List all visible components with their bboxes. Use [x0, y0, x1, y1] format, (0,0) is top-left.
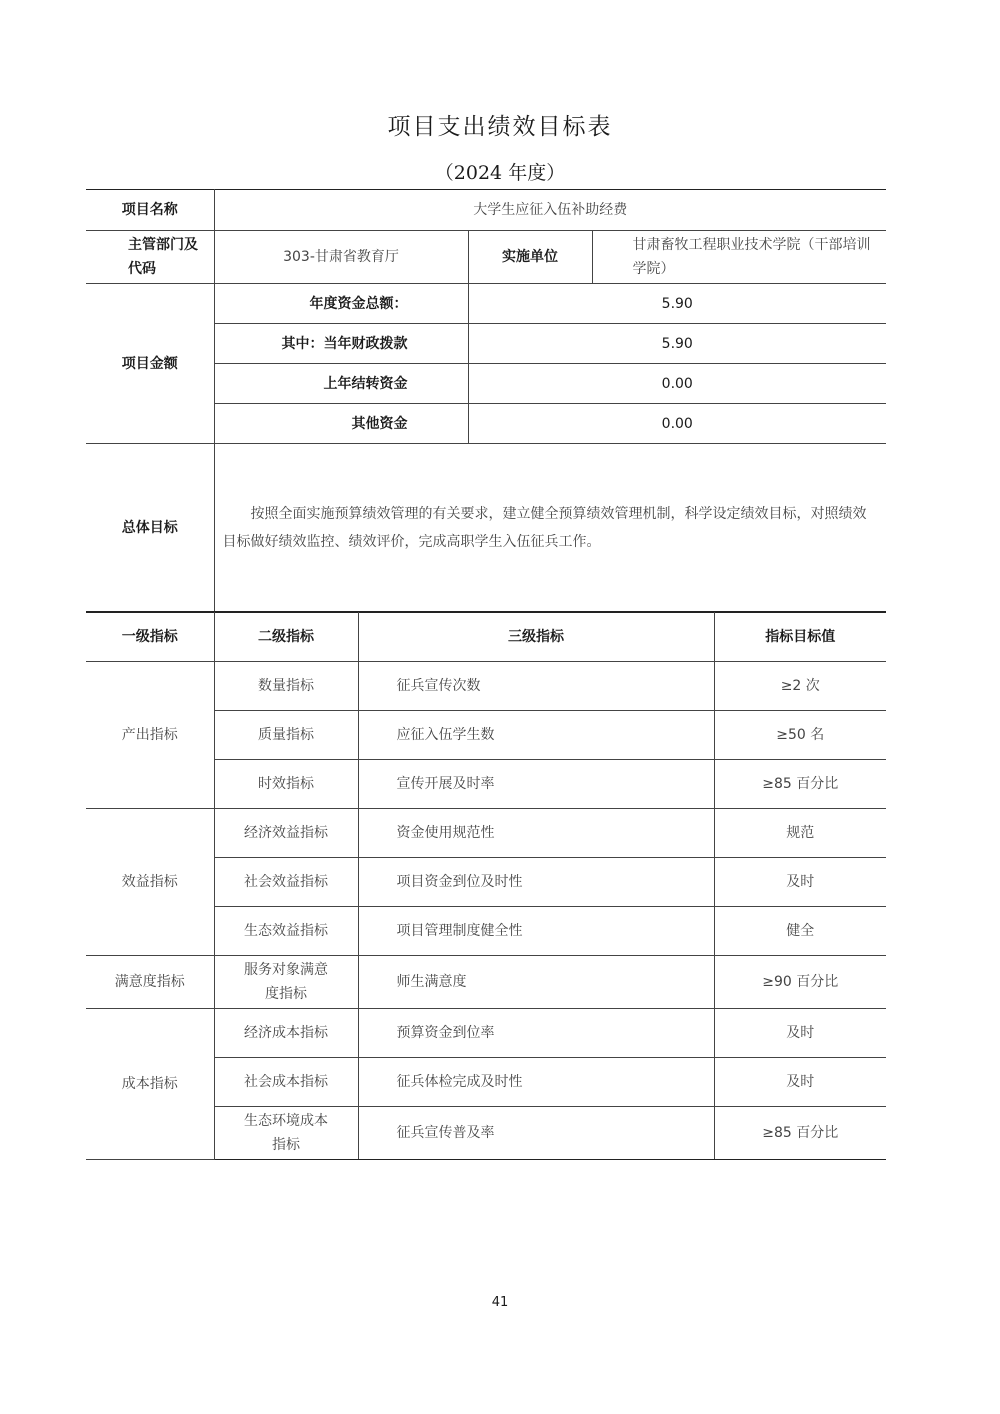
target-cell: 及时 [714, 1058, 886, 1107]
document-subtitle: （2024 年度） [434, 162, 566, 184]
table-row [86, 809, 886, 858]
overall-goal-text: 按照全面实施预算绩效管理的有关要求，建立健全预算绩效管理机制，科学设定绩效目标，对照绩效目标做好绩效监控、绩效评价，完成高职学生入伍征兵工作。 [214, 444, 886, 612]
level3-cell: 征兵宣传次数 [358, 662, 714, 711]
impl-unit-value: 甘肃畜牧工程职业技术学院（干部培训学院） [592, 231, 886, 284]
target-cell: 及时 [714, 858, 886, 907]
level3-cell: 预算资金到位率 [358, 1009, 714, 1058]
department-value: 303-甘肃省教育厅 [214, 231, 468, 284]
amount-other-value: 0.00 [468, 404, 886, 444]
level3-cell: 项目管理制度健全性 [358, 907, 714, 956]
document-title: 项目支出绩效目标表 [387, 114, 613, 140]
project-name-value: 大学生应征入伍补助经费 [214, 190, 886, 231]
target-cell: ≥85 百分比 [714, 760, 886, 809]
amount-carryover-label: 上年结转资金 [214, 364, 468, 404]
amount-row [86, 284, 886, 324]
level3-cell: 征兵体检完成及时性 [358, 1058, 714, 1107]
level3-cell: 师生满意度 [358, 956, 714, 1009]
level2-cell: 数量指标 [214, 662, 358, 711]
level1-satisfaction: 满意度指标 [86, 956, 214, 1009]
header-level3: 三级指标 [358, 613, 714, 662]
amount-carryover-value: 0.00 [468, 364, 886, 404]
level3-cell: 征兵宣传普及率 [358, 1107, 714, 1160]
level2-cell: 服务对象满意度指标 [214, 956, 358, 1009]
level2-cell: 时效指标 [214, 760, 358, 809]
header-level1: 一级指标 [86, 613, 214, 662]
amount-total-value: 5.90 [468, 284, 886, 324]
level1-cost: 成本指标 [86, 1009, 214, 1160]
target-cell: ≥85 百分比 [714, 1107, 886, 1160]
level2-cell: 生态环境成本指标 [214, 1107, 358, 1160]
level2-cell: 社会效益指标 [214, 858, 358, 907]
department-row [86, 231, 886, 284]
indicator-table [86, 612, 886, 1160]
header-target: 指标目标值 [714, 613, 886, 662]
level3-cell: 项目资金到位及时性 [358, 858, 714, 907]
project-name-row [86, 190, 886, 231]
overall-goal-label: 总体目标 [86, 444, 214, 612]
table-row [86, 956, 886, 1009]
overall-goal-row [86, 444, 886, 612]
amount-total-label: 年度资金总额： [214, 284, 468, 324]
amount-fiscal-value: 5.90 [468, 324, 886, 364]
target-cell: 规范 [714, 809, 886, 858]
level2-cell: 经济成本指标 [214, 1009, 358, 1058]
level3-cell: 资金使用规范性 [358, 809, 714, 858]
target-cell: 及时 [714, 1009, 886, 1058]
target-cell: 健全 [714, 907, 886, 956]
header-level2: 二级指标 [214, 613, 358, 662]
page-number: 41 [491, 1295, 509, 1310]
level2-cell: 社会成本指标 [214, 1058, 358, 1107]
level2-cell: 质量指标 [214, 711, 358, 760]
target-cell: ≥2 次 [714, 662, 886, 711]
level2-cell: 生态效益指标 [214, 907, 358, 956]
table-row [86, 1009, 886, 1058]
level1-output: 产出指标 [86, 662, 214, 809]
project-info-table [86, 189, 886, 612]
table-row [86, 662, 886, 711]
target-cell: ≥90 百分比 [714, 956, 886, 1009]
target-cell: ≥50 名 [714, 711, 886, 760]
amount-label: 项目金额 [86, 284, 214, 444]
amount-other-label: 其他资金 [214, 404, 468, 444]
amount-fiscal-label: 其中：当年财政拨款 [214, 324, 468, 364]
project-name-label: 项目名称 [86, 190, 214, 231]
level1-benefit: 效益指标 [86, 809, 214, 956]
indicator-header-row [86, 613, 886, 662]
impl-unit-label: 实施单位 [468, 231, 592, 284]
level3-cell: 宣传开展及时率 [358, 760, 714, 809]
level3-cell: 应征入伍学生数 [358, 711, 714, 760]
level2-cell: 经济效益指标 [214, 809, 358, 858]
department-label: 主管部门及代码 [86, 231, 214, 284]
